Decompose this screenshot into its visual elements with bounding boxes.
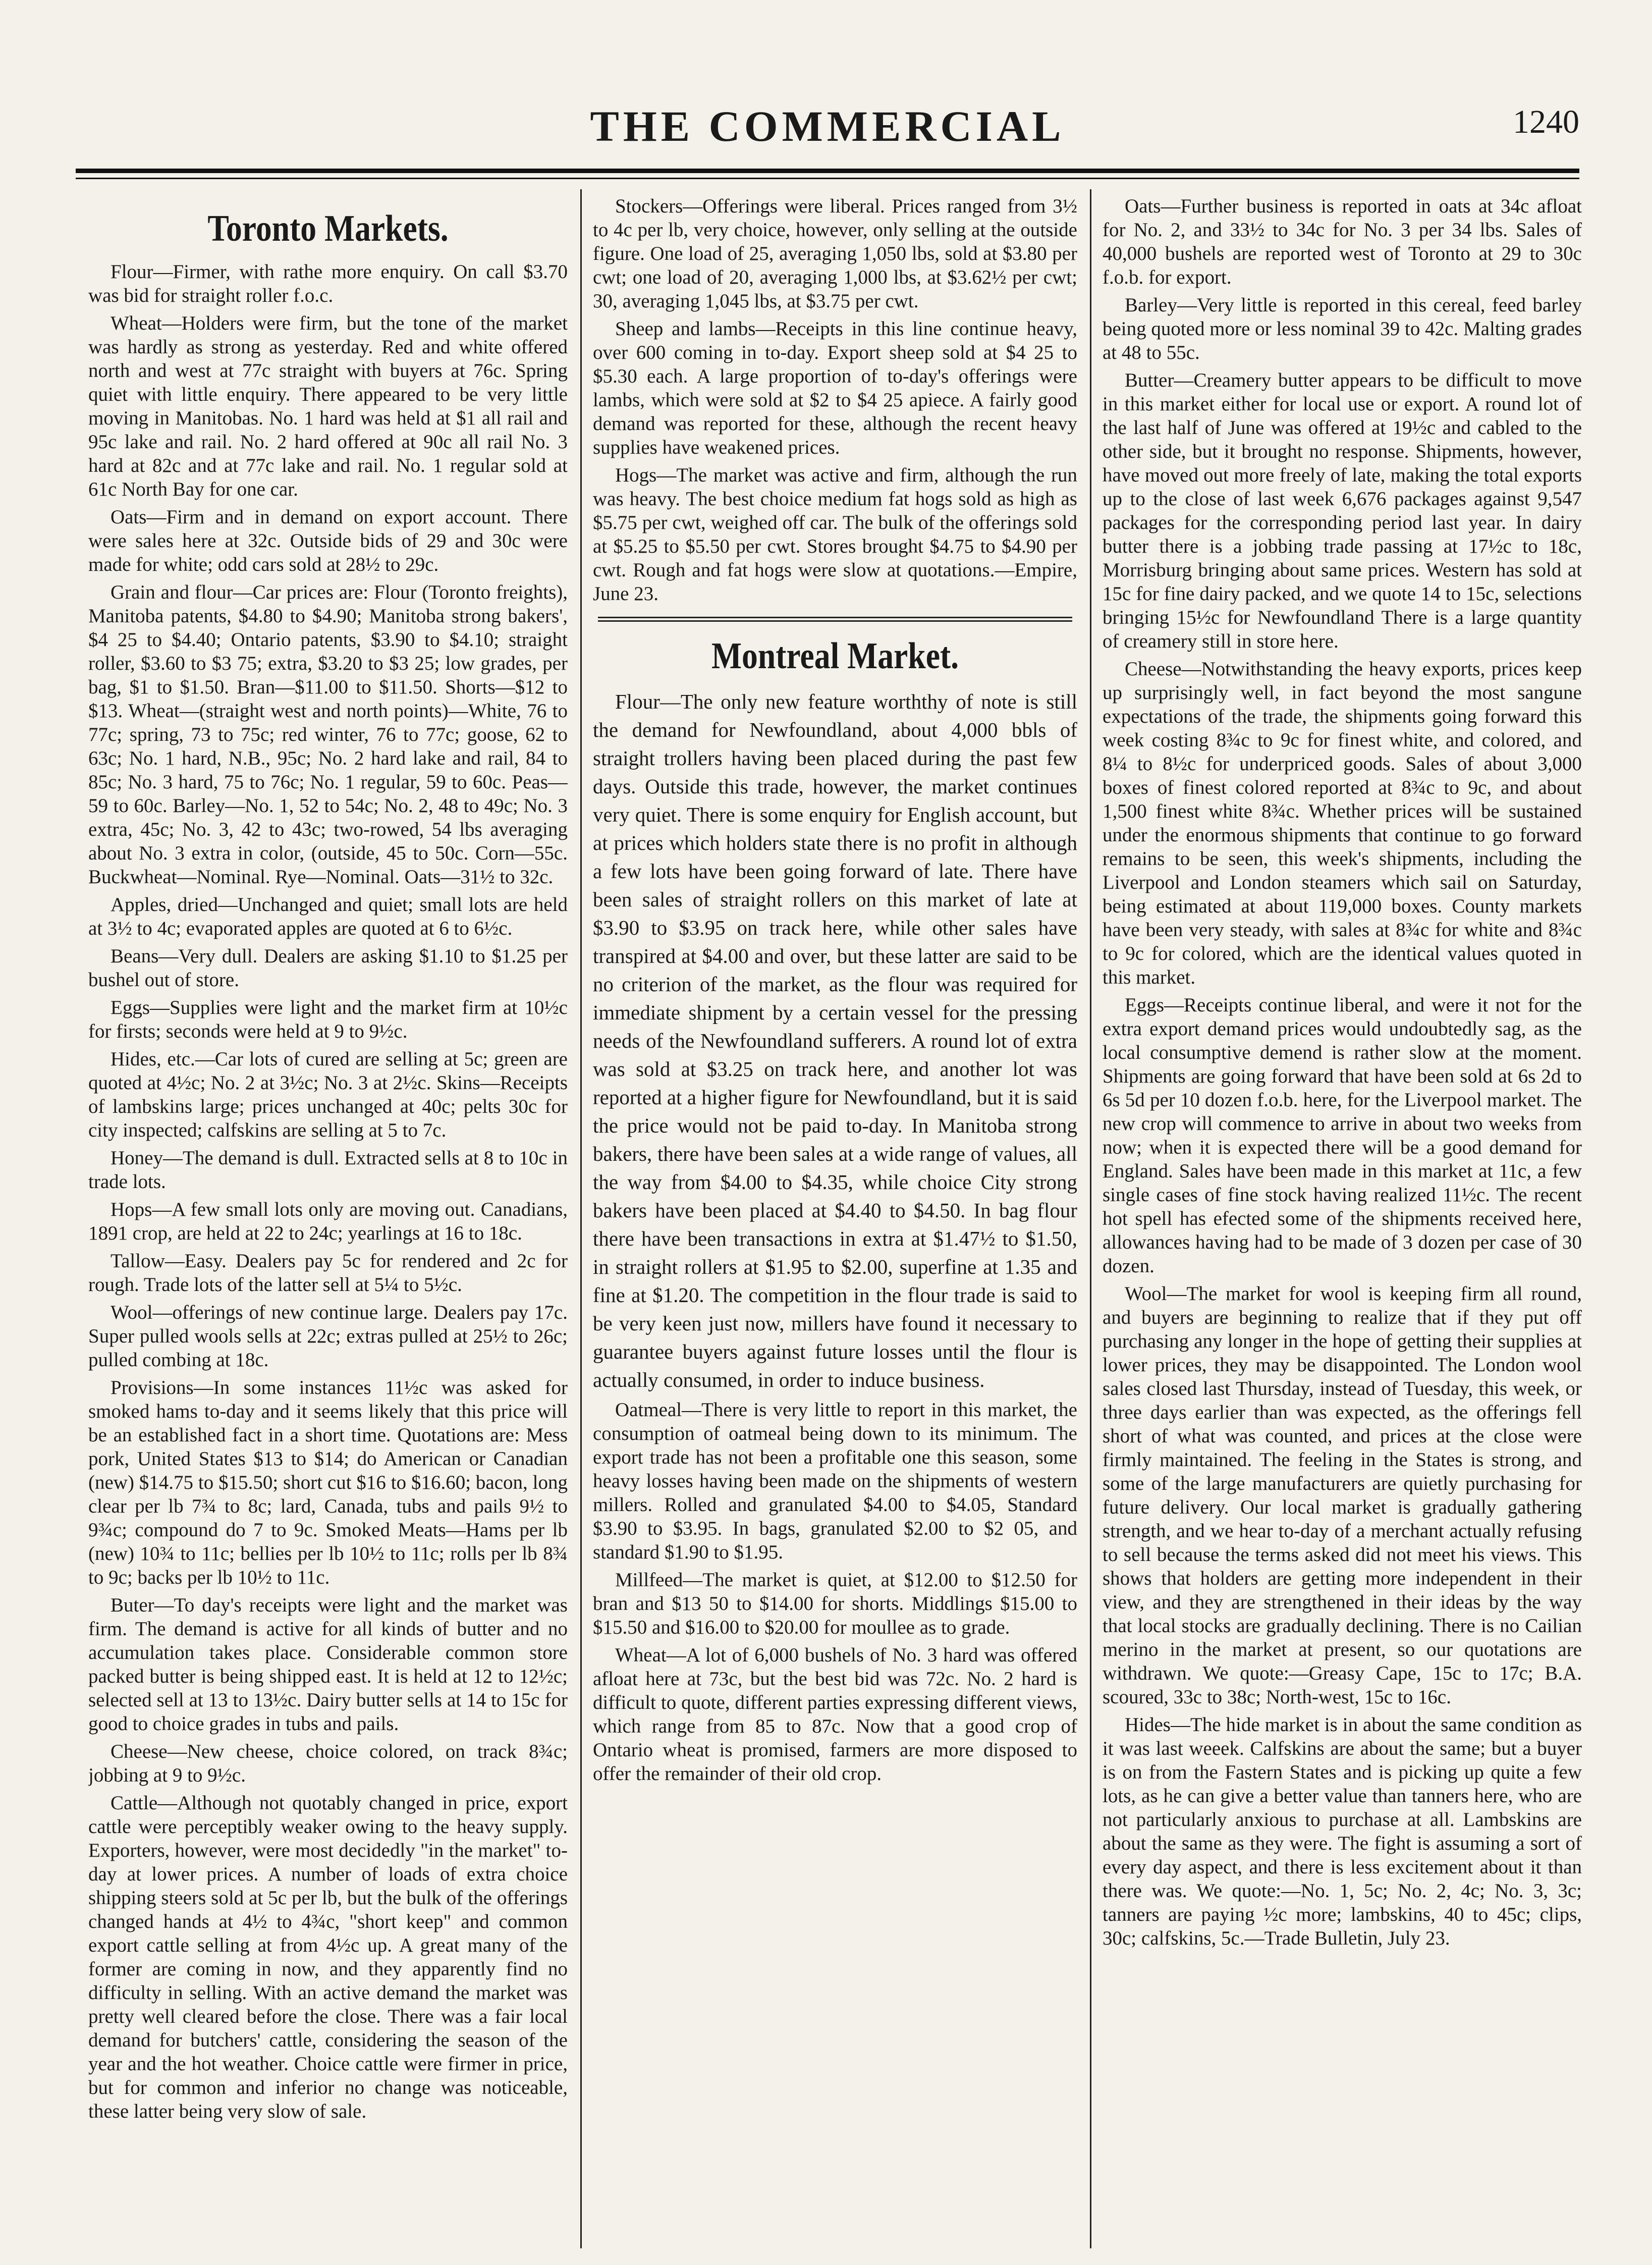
article-paragraph: Beans—Very dull. Dealers are asking $1.10 to $1.25 per bushel out of store.: [88, 945, 568, 991]
article-paragraph: Provisions—In some instances 11½c was asked for smoked hams to-day and it seems likely that this price will be an established fact in a short time. Quotations are: Mess pork, United States $13 to $14; do American or Canadian (new) $14.75 to $15.50; short cut $16 to $16.60; bacon, long clear per lb 7¾ to 8c; lard, Canada, tubs and pails 9½ to 9¾c; compound do 7 to 9c. Smoked Meats—Hams per lb (new) 10¾ to 11c; bellies per lb 10½ to 11c; rolls per lb 8¾ to 9c; backs per lb 10½ to 11c.: [88, 1377, 568, 1588]
article-paragraph: Apples, dried—Unchanged and quiet; small lots are held at 3½ to 4c; evaporated apples are quoted at 6 to 6½c.: [88, 894, 568, 939]
article-paragraph: Flour—Firmer, with rathe more enquiry. On call $3.70 was bid for straight roller f.o.c.: [88, 261, 568, 306]
page-number: 1240: [1513, 103, 1579, 140]
article-paragraph: Grain and flour—Car prices are: Flour (Toronto freights), Manitoba patents, $4.80 to $4.90; Manitoba strong bakers', $4 25 to $4.40; Ontario patents, $3.90 to $4.10; straight roller, $3.60 to $3 75; extra, $3.20 to $3 25; low grades, per bag, $1 to $1.50. Bran—$11.00 to $11.50. Shorts—$12 to $13. Wheat—(straight west and north points)—White, 76 to 77c; spring, 73 to 75c; red winter, 76 to 77c; goose, 62 to 63c; No. 1 hard, N.B., 95c; No. 2 hard lake and rail, 84 to 85c; No. 3 hard, 75 to 76c; No. 1 regular, 59 to 60c. Peas—59 to 60c. Barley—No. 1, 52 to 54c; No. 2, 48 to 49c; No. 3 extra, 45c; No. 3, 42 to 43c; two-rowed, 54 lbs averaging about No. 3 extra in color, (outside, 45 to 50c. Corn—55c. Buckwheat—Nominal. Rye—Nominal. Oats—31½ to 32c.: [88, 581, 568, 888]
column-1: [88, 194, 568, 2243]
article-paragraph: Butter—Creamery butter appears to be difficult to move in this market either for local use or export. A round lot of the last half of June was offered at 19½c and cabled to the other side, but it brought no response. Shipments, however, have moved out more freely of late, making the total exports up to the close of last week 6,676 packages against 9,547 packages for the corresponding period last year. In dairy butter there is a jobbing trade passing at 17½c to 18c, Morrisburg bringing about same prices. Western has sold at 15c for fine dairy packed, and we quote 14 to 15c, selections bringing 15½c for Newfoundland There is a large quantity of creamery still in store here.: [1103, 369, 1582, 652]
column-3: [1103, 194, 1582, 2243]
section-divider: [598, 617, 1072, 618]
article-paragraph: Flour—The only new feature worththy of note is still the demand for Newfoundland, about 4,000 bbls of straight trollers having been placed during the past few days. Outside this trade, however, the market continues very quiet. There is some enquiry for English account, but at prices which holders state there is no profit in although a few lots have been going forward of late. There have been sales of straight rollers on this market of late at $3.90 to $3.95 on track here, while other sales have transpired at $4.00 and over, but these latter are said to be no criterion of the market, as the flour was required for immediate shipment by a certain vessel for the pressing needs of the Newfoundland sufferers. A round lot of extra was sold at $3.25 on track here, and another lot was reported at a higher figure for Newfoundland, but it is said the price would not be paid to-day. In Manitoba strong bakers, there have been sales at a wide range of values, all the way from $4.00 to $4.35, while choice City strong bakers have been placed at $4.40 to $4.50. In bag flour there have been transactions in extra at $1.47½ to $1.50, in straight rollers at $1.95 to $2.00, superfine at 1.35 and fine at $1.20. The competition in the flour trade is said to be very keen just now, millers have found it necessary to guarantee buyers against future losses until the flour is actually consumed, in order to induce business.: [593, 690, 1077, 1391]
article-paragraph: Barley—Very little is reported in this cereal, feed barley being quoted more or less nominal 39 to 42c. Malting grades at 48 to 55c.: [1103, 294, 1582, 363]
article-paragraph: Tallow—Easy. Dealers pay 5c for rendered and 2c for rough. Trade lots of the latter sell at 5¼ to 5½c.: [88, 1250, 568, 1296]
article-paragraph: Eggs—Supplies were light and the market firm at 10½c for firsts; seconds were held at 9 to 9½c.: [88, 997, 568, 1042]
article-paragraph: Cattle—Although not quotably changed in price, export cattle were perceptibly weaker owing to the heavy supply. Exporters, however, were most decidedly "in the market" to-day at lower prices. A number of loads of extra choice shipping steers sold at 5c per lb, but the bulk of the offerings changed hands at 4½ to 4¾c, "short keep" and common export cattle selling at from 4½c up. A great many of the former are coming in now, and they apparently find no difficulty in selling. With an active demand the market was pretty well cleared before the close. There was a fair local demand for butchers' cattle, considering the season of the year and the hot weather. Choice cattle were firmer in price, but for common and inferior no change was noticeable, these latter being very slow of sale.: [88, 1792, 568, 2122]
section-divider: [598, 620, 1072, 622]
masthead: THE COMMERCIAL: [590, 102, 1065, 150]
article-paragraph: Wheat—A lot of 6,000 bushels of No. 3 hard was offered afloat here at 73c, but the best bid was 72c. No. 2 hard is difficult to quote, different parties expressing different views, which range from 85 to 87c. Now that a good crop of Ontario wheat is promised, farmers are more disposed to offer the remainder of their old crop.: [593, 1644, 1077, 1785]
column-divider: [580, 189, 582, 2248]
article-paragraph: Wheat—Holders were firm, but the tone of the market was hardly as strong as yesterday. Red and white offered north and west at 77c straight with buyers at 76c. Spring quiet with little enquiry. There appeared to be very little moving in Manitobas. No. 1 hard was held at $1 all rail and 95c lake and rail. No. 2 hard offered at 90c all rail No. 3 hard at 82c and at 77c lake and rail. No. 1 regular sold at 61c North Bay for one car.: [88, 312, 568, 500]
article-paragraph: Wool—offerings of new continue large. Dealers pay 17c. Super pulled wools sells at 22c; extras pulled at 25½ to 26c; pulled combing at 18c.: [88, 1302, 568, 1371]
header-rule-thin: [76, 178, 1579, 179]
article-paragraph: Wool—The market for wool is keeping firm all round, and buyers are beginning to realize that if they put off purchasing any longer in the hope of getting their supplies at lower prices, they may be disappointed. The London wool sales closed last Thursday, instead of Tuesday, this week, or three days earlier than was expected, as the offerings fell short of what was counted, and prices at the close were firmly maintained. The feeling in the States is strong, and some of the large manufacturers are quietly purchasing for future delivery. Our local market is gradually gathering strength, and we hear to-day of a merchant actually refusing to sell because the terms asked did not meet his views. This shows that holders are getting more independent in their view, and they are strengthened in their ideas by the way that local stocks are gradually declining. There is no Cailian merino in the market at present, so our quotations are withdrawn. We quote:—Greasy Cape, 15c to 17c; B.A. scoured, 33c to 38c; North-west, 15c to 16c.: [1103, 1283, 1582, 1708]
article-paragraph: Hides—The hide market is in about the same condition as it was last weeek. Calfskins are about the same; but a buyer is on from the Fastern States and is picking up quite a few lots, as he can give a better value than tanners here, who are not particularly anxious to purchase at all. Lambskins are about the same as they were. The fight is assuming a sort of every day aspect, and there is less excitement about it than there was. We quote:—No. 1, 5c; No. 2, 4c; No. 3, 3c; tanners are paying ½c more; lambskins, 40 to 45c; clips, 30c; calfskins, 5c.—Trade Bulletin, July 23.: [1103, 1714, 1582, 1949]
article-paragraph: Eggs—Receipts continue liberal, and were it not for the extra export demand prices would undoubtedly sag, as the local consumptive demend is rather slow at the moment. Shipments are going forward that have been sold at 6s 2d to 6s 5d per 10 dozen f.o.b. here, for the Liverpool market. The new crop will commence to arrive in about two weeks from now; when it is expected there will be a good demand for England. Sales have been made in this market at 11c, a few single cases of fine stock having realized 11½c. The recent hot spell has efected some of the shipments received here, allowances having had to be made of 3 dozen per case of 30 dozen.: [1103, 994, 1582, 1277]
article-paragraph: Hogs—The market was active and firm, although the run was heavy. The best choice medium fat hogs sold as high as $5.75 per cwt, weighed off car. The bulk of the offerings sold at $5.25 to $5.50 per cwt. Stores brought $4.75 to $4.90 per cwt. Rough and fat hogs were slow at quotations.—Empire, June 23.: [593, 464, 1077, 605]
header-rule-thick: [76, 169, 1579, 173]
montreal-headline: Montreal Market.: [711, 635, 959, 677]
article-paragraph: Millfeed—The market is quiet, at $12.00 to $12.50 for bran and $13 50 to $14.00 for shorts. Middlings $15.00 to $15.50 and $16.00 to $20.00 for moullee as to grade.: [593, 1569, 1077, 1638]
article-paragraph: Honey—The demand is dull. Extracted sells at 8 to 10c in trade lots.: [88, 1147, 568, 1193]
article-paragraph: Oats—Firm and in demand on export account. There were sales here at 32c. Outside bids of 29 and 30c were made for white; odd cars sold at 28½ to 29c.: [88, 506, 568, 575]
article-paragraph: Buter—To day's receipts were light and the market was firm. The demand is active for all kinds of butter and no accumulation takes place. Considerable common store packed butter is being shipped east. It is held at 12 to 12½c; selected sell at 13 to 13½c. Dairy butter sells at 14 to 15c for good to choice grades in tubs and pails.: [88, 1594, 568, 1735]
article-paragraph: Cheese—Notwithstanding the heavy exports, prices keep up surprisingly well, in fact beyond the most sangune expectations of the trade, the shipments going forward this week costing 8¾c to 9c for finest white, and colored, and 8¼ to 8½c for underpriced goods. Sales of about 3,000 boxes of finest colored reported at 8¾c to 9c, and about 1,500 finest white 8¾c. Whether prices will be sustained under the enormous shipments that continue to go forward remains to be seen, this week's shipments, including the Liverpool and London steamers which sail on Saturday, being estimated at about 119,000 boxes. County markets have been very steady, with sales at 8¾c for white and 8¾c to 9c for colored, which are the identical values quoted in this market.: [1103, 658, 1582, 988]
article-paragraph: Cheese—New cheese, choice colored, on track 8¾c; jobbing at 9 to 9½c.: [88, 1741, 568, 1786]
column-2: [593, 194, 1077, 2243]
article-paragraph: Oatmeal—There is very little to report in this market, the consumption of oatmeal being down to its minimum. The export trade has not been a profitable one this season, some heavy losses having been made on the shipments of western millers. Rolled and granulated $4.00 to $4.05, Standard $3.90 to $3.95. In bags, granulated $2.00 to $2 05, and standard $1.90 to $1.95.: [593, 1399, 1077, 1563]
article-paragraph: Oats—Further business is reported in oats at 34c afloat for No. 2, and 33½ to 34c for No. 3 per 34 lbs. Sales of 40,000 bushels are reported west of Toronto at 29 to 30c f.o.b. for export.: [1103, 195, 1582, 288]
article-paragraph: Hides, etc.—Car lots of cured are selling at 5c; green are quoted at 4½c; No. 2 at 3½c; No. 3 at 2½c. Skins—Receipts of lambskins large; prices unchanged at 40c; pelts 30c for city inspected; calfskins are selling at 5 to 7c.: [88, 1048, 568, 1141]
article-paragraph: Sheep and lambs—Receipts in this line continue heavy, over 600 coming in to-day. Export sheep sold at $4 25 to $5.30 each. A large proportion of to-day's offerings were lambs, which were sold at $2 to $4 25 apiece. A fairly good demand was reported for these, although the recent heavy supplies have weakened prices.: [593, 318, 1077, 458]
toronto-headline: Toronto Markets.: [207, 208, 449, 249]
article-paragraph: Hops—A few small lots only are moving out. Canadians, 1891 crop, are held at 22 to 24c; yearlings at 16 to 18c.: [88, 1199, 568, 1244]
article-paragraph: Stockers—Offerings were liberal. Prices ranged from 3½ to 4c per lb, very choice, however, only selling at the outside figure. One load of 25, averaging 1,050 lbs, sold at $3.80 per cwt; one load of 20, averaging 1,000 lbs, at $3.62½ per cwt; 30, averaging 1,045 lbs, at $3.75 per cwt.: [593, 195, 1077, 312]
column-divider: [1090, 189, 1091, 2248]
page-header: [76, 86, 1579, 156]
